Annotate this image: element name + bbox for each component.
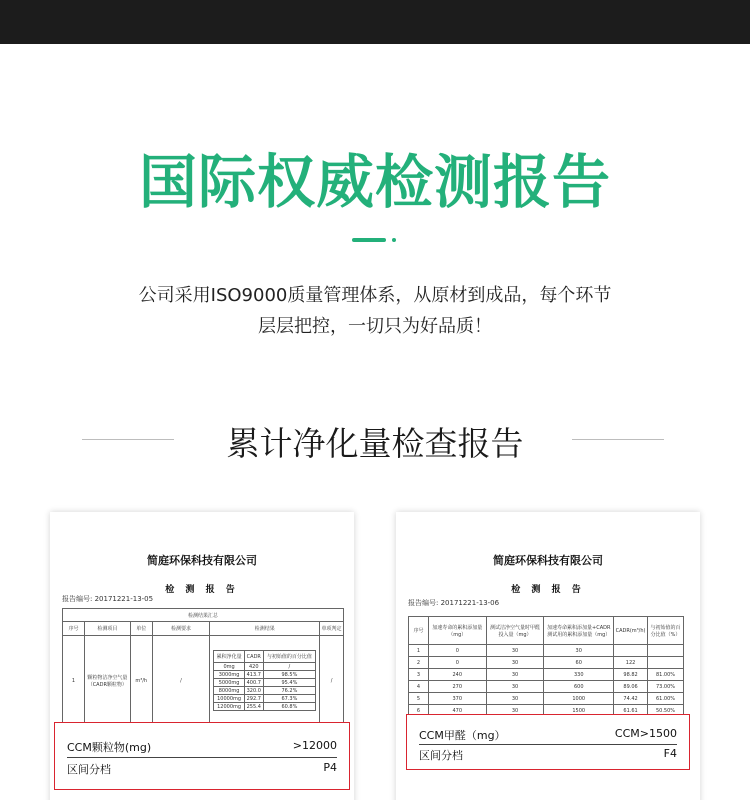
table-cell: 0	[428, 657, 486, 669]
table-cell: 270	[428, 681, 486, 693]
highlight-label: CCM颗粒物(mg)	[67, 741, 152, 754]
company-name: 简庭环保科技有限公司	[493, 554, 603, 567]
table-header: 检测要求	[152, 622, 210, 636]
table-caption: 检测结果汇总	[63, 609, 344, 622]
sub-header: 与初始值的百分比值	[263, 651, 315, 663]
unit: m³/h	[130, 636, 152, 726]
table-cell: 4	[409, 681, 429, 693]
sub-cell: 5000mg	[214, 679, 245, 687]
table-header: 检测结果	[210, 622, 320, 636]
table-header: 测试洁净空气量时甲醛投入量（mg）	[486, 617, 544, 645]
sub-header: CADR	[244, 651, 263, 663]
table-cell: 98.82	[614, 669, 648, 681]
table-cell: 30	[544, 645, 614, 657]
highlight-divider	[67, 757, 337, 758]
grade-value: F4	[663, 747, 677, 760]
highlight-divider	[419, 744, 677, 745]
table-cell: 3	[409, 669, 429, 681]
table-header: 与初始值的百分比值（%）	[648, 617, 684, 645]
report-title: 检 测 报 告	[165, 585, 239, 595]
report-title: 检 测 报 告	[511, 585, 585, 595]
page-title: 国际权威检测报告	[138, 148, 611, 216]
highlight-row	[419, 727, 677, 743]
highlight-label: CCM甲醛（mg）	[419, 729, 506, 742]
top-bar	[0, 0, 750, 44]
table-cell: 30	[486, 645, 544, 657]
sub-cell: 255.4	[244, 703, 263, 711]
table-cell: 30	[486, 705, 544, 717]
test-item: 颗粒物洁净空气量（CADR颗粒物）	[84, 636, 130, 726]
results-table	[62, 608, 344, 726]
table-cell: 30	[486, 657, 544, 669]
table-cell: 89.06	[614, 681, 648, 693]
grade-label: 区间分档	[67, 763, 111, 776]
sub-cell: 420	[244, 663, 263, 671]
decoration-bar	[352, 238, 386, 242]
sub-cell: /	[263, 663, 315, 671]
sub-cell: 95.4%	[263, 679, 315, 687]
table-header: 单位	[130, 622, 152, 636]
table-cell: 81.00%	[648, 669, 684, 681]
sub-cell: 400.7	[244, 679, 263, 687]
highlight-box	[54, 722, 350, 790]
table-cell: 1500	[544, 705, 614, 717]
table-cell: 1000	[544, 693, 614, 705]
intro-line-2: 层层把控，一切只为好品质！	[258, 316, 492, 337]
table-cell	[648, 657, 684, 669]
sub-cell: 0mg	[214, 663, 245, 671]
section-title: 累计净化量检查报告	[226, 424, 524, 463]
decoration-dot	[392, 238, 396, 242]
verdict: /	[320, 636, 344, 726]
report-card-particulate	[50, 512, 354, 800]
sub-cell: 320.0	[244, 687, 263, 695]
table-cell: 600	[544, 681, 614, 693]
table-cell: 470	[428, 705, 486, 717]
table-cell: 73.00%	[648, 681, 684, 693]
table-cell: 122	[614, 657, 648, 669]
table-cell: 240	[428, 669, 486, 681]
intro-line-1: 公司采用ISO9000质量管理体系，从原材到成品，每个环节	[138, 285, 612, 306]
table-cell: 61.61	[614, 705, 648, 717]
company-name: 简庭环保科技有限公司	[147, 554, 257, 567]
table-header: CADR(m³/h)	[614, 617, 648, 645]
table-header: 加速寿命的累积添加量（mg）	[428, 617, 486, 645]
sub-cell: 60.8%	[263, 703, 315, 711]
table-cell: 30	[486, 693, 544, 705]
highlight-row	[67, 739, 337, 755]
table-cell: 6	[409, 705, 429, 717]
table-cell: 50.50%	[648, 705, 684, 717]
sub-cell: 413.7	[244, 671, 263, 679]
table-cell: 5	[409, 693, 429, 705]
table-cell: 74.42	[614, 693, 648, 705]
grade-row	[67, 761, 337, 777]
table-cell: 30	[486, 669, 544, 681]
section-heading	[0, 418, 750, 462]
sub-cell: 12000mg	[214, 703, 245, 711]
sub-cell: 76.2%	[263, 687, 315, 695]
highlight-value: >12000	[292, 739, 337, 752]
heading-line-right	[572, 439, 664, 440]
table-cell: 330	[544, 669, 614, 681]
grade-row	[419, 747, 677, 763]
table-cell: 60	[544, 657, 614, 669]
table-cell	[614, 645, 648, 657]
table-cell: 30	[486, 681, 544, 693]
intro-text	[0, 280, 750, 342]
table-cell	[648, 645, 684, 657]
report-card-formaldehyde	[396, 512, 700, 800]
table-header: 检测项目	[84, 622, 130, 636]
table-cell: 1	[409, 645, 429, 657]
table-cell: 0	[428, 645, 486, 657]
table-cell: 61.00%	[648, 693, 684, 705]
table-cell: 370	[428, 693, 486, 705]
table-header: 序号	[63, 622, 85, 636]
table-cell: 2	[409, 657, 429, 669]
sub-cell: 292.7	[244, 695, 263, 703]
grade-value: P4	[323, 761, 337, 774]
sub-cell: 67.3%	[263, 695, 315, 703]
sub-cell: 10000mg	[214, 695, 245, 703]
highlight-box	[406, 714, 690, 770]
results-table	[408, 616, 684, 717]
sub-cell: 8000mg	[214, 687, 245, 695]
report-number: 报告编号: 20171221-13-05	[62, 595, 154, 603]
row-number: 1	[63, 636, 85, 726]
highlight-value: CCM>1500	[614, 727, 677, 740]
table-header: 单项判定	[320, 622, 344, 636]
table-header: 序号	[409, 617, 429, 645]
requirement: /	[152, 636, 210, 726]
sub-cell: 3000mg	[214, 671, 245, 679]
table-header: 加速寿命累积添加量+CADR测试用的累积添加量（mg）	[544, 617, 614, 645]
sub-results-table	[213, 650, 316, 711]
grade-label: 区间分档	[419, 749, 463, 762]
report-number: 报告编号: 20171221-13-06	[408, 599, 500, 607]
sub-cell: 98.5%	[263, 671, 315, 679]
sub-header: 累积净化量	[214, 651, 245, 663]
